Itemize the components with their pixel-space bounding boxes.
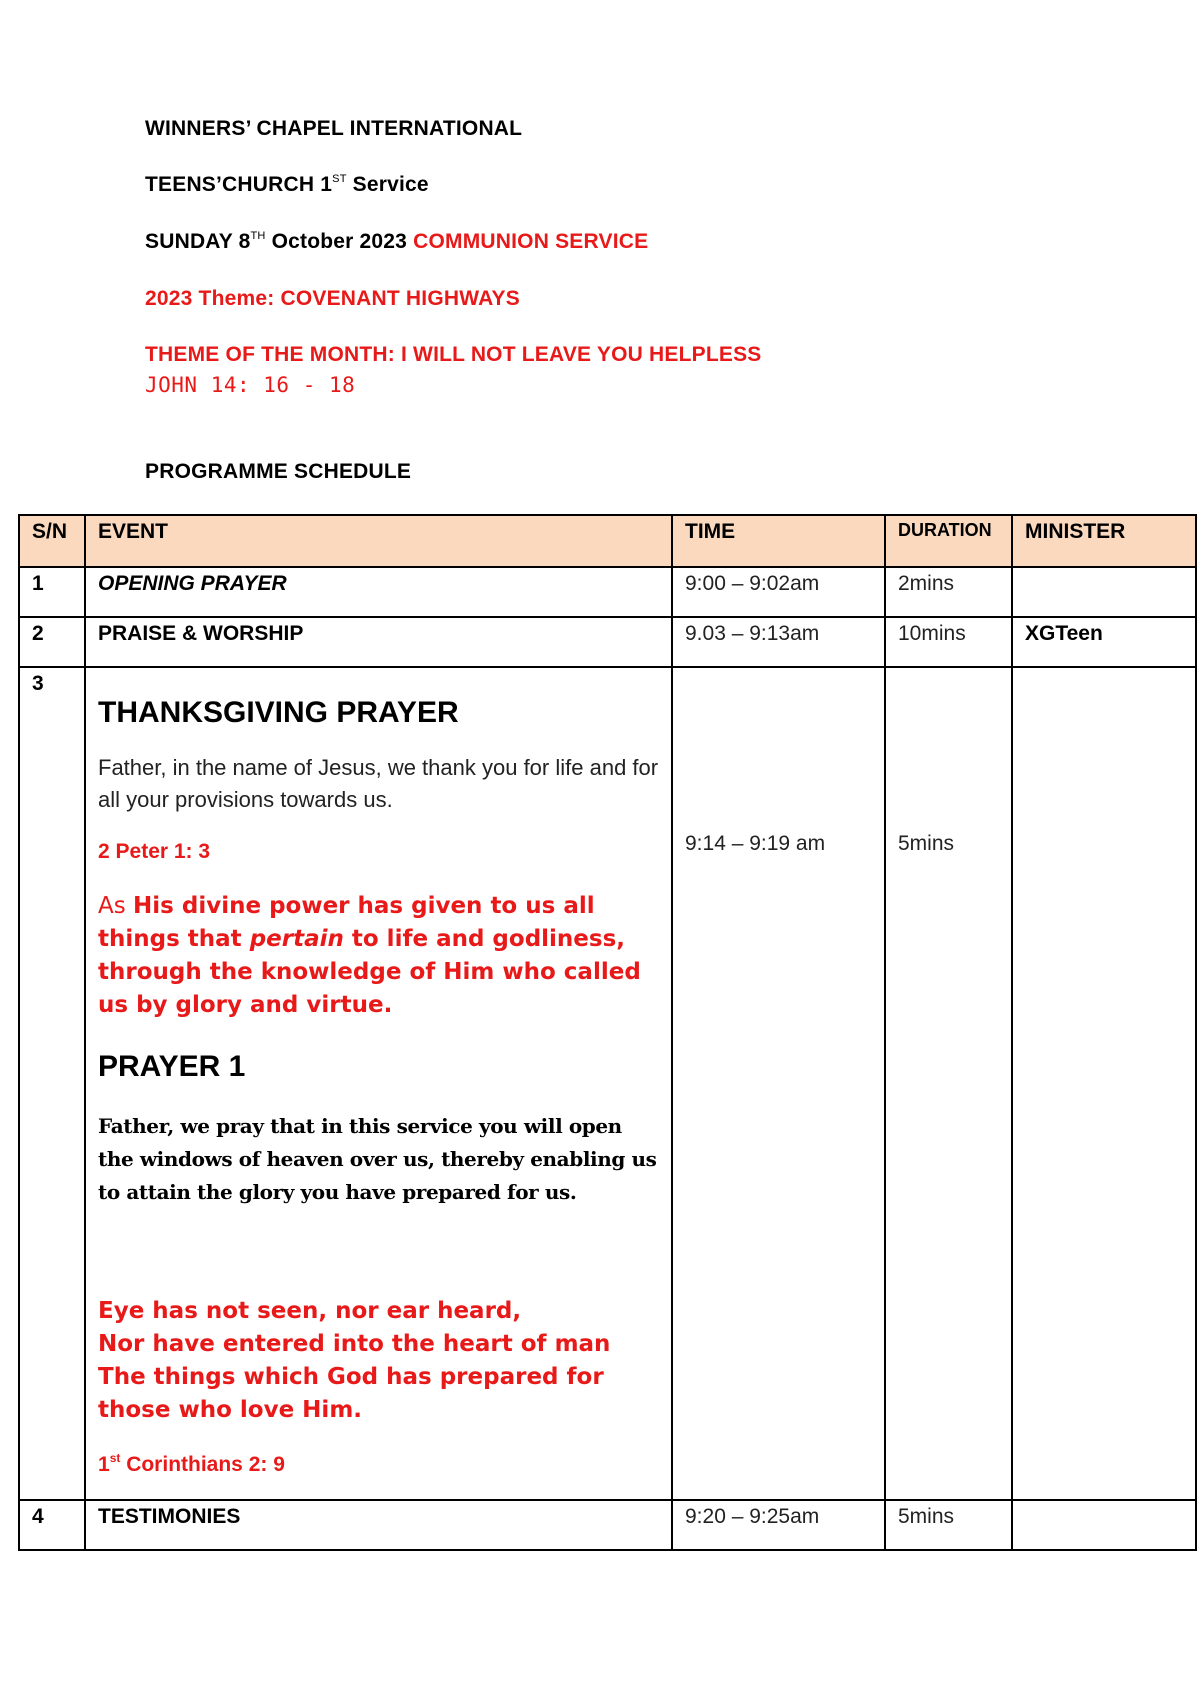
programme-schedule-table bbox=[18, 514, 1197, 1551]
table-row bbox=[19, 567, 1196, 617]
date-prefix: SUNDAY 8 bbox=[145, 230, 251, 253]
verse-as: As bbox=[98, 893, 134, 919]
service-line bbox=[145, 171, 429, 199]
table-row bbox=[19, 617, 1196, 667]
date-line bbox=[145, 228, 648, 256]
date-sup: TH bbox=[250, 230, 266, 242]
service-type: COMMUNION SERVICE bbox=[413, 230, 649, 253]
col-header-duration: DURATION bbox=[885, 515, 1012, 567]
col-header-event: EVENT bbox=[85, 515, 672, 567]
verse-line3: The things which God has prepared for those who love Him. bbox=[98, 1364, 604, 1423]
table-header-row bbox=[19, 515, 1196, 567]
ref-sup: st bbox=[109, 1451, 121, 1465]
prayer1-reference bbox=[98, 1453, 659, 1477]
col-header-time: TIME bbox=[672, 515, 885, 567]
cell-event: OPENING PRAYER bbox=[85, 567, 672, 617]
table-row bbox=[19, 667, 1196, 1500]
date-suffix: October 2023 bbox=[265, 230, 414, 253]
cell-sn: 4 bbox=[19, 1500, 85, 1550]
cell-event: TESTIMONIES bbox=[85, 1500, 672, 1550]
prayer1-text: Father, we pray that in this service you will open the windows of heaven over us, thereby enabling us to attain the glory you have prepared for us. bbox=[98, 1114, 657, 1204]
cell-time: 9:00 – 9:02am bbox=[672, 567, 885, 617]
ref-num: 1 bbox=[98, 1453, 110, 1476]
verse-part1: His divine power has given to us all things that bbox=[98, 893, 595, 952]
cell-minister bbox=[1012, 567, 1196, 617]
cell-duration: 2mins bbox=[885, 567, 1012, 617]
cell-event: PRAISE & WORSHIP bbox=[85, 617, 672, 667]
thanksgiving-verse bbox=[98, 890, 659, 1022]
service-prefix: TEENS’CHURCH 1 bbox=[145, 173, 333, 196]
cell-duration: 10mins bbox=[885, 617, 1012, 667]
cell-event-prayers bbox=[85, 667, 672, 1500]
verse-line2: Nor have entered into the heart of man bbox=[98, 1331, 611, 1357]
cell-minister bbox=[1012, 667, 1196, 1500]
thanksgiving-reference: 2 Peter 1: 3 bbox=[98, 840, 211, 863]
table-row bbox=[19, 1500, 1196, 1550]
cell-duration: 5mins bbox=[885, 667, 1012, 1500]
prayer1-heading: PRAYER 1 bbox=[98, 1050, 246, 1083]
cell-time: 9.03 – 9:13am bbox=[672, 617, 885, 667]
verse-part2: to life and godliness, through the knowledge of Him who called us by glory and virtue. bbox=[98, 926, 641, 1018]
cell-minister bbox=[1012, 1500, 1196, 1550]
service-suffix: Service bbox=[346, 173, 429, 196]
cell-duration: 5mins bbox=[885, 1500, 1012, 1550]
verse-line1: Eye has not seen, nor ear heard, bbox=[98, 1298, 522, 1324]
col-header-sn: S/N bbox=[19, 515, 85, 567]
cell-sn: 3 bbox=[19, 667, 85, 1500]
verse-italic: pertain bbox=[249, 926, 344, 952]
cell-sn: 2 bbox=[19, 617, 85, 667]
cell-minister: XGTeen bbox=[1012, 617, 1196, 667]
thanksgiving-heading: THANKSGIVING PRAYER bbox=[98, 696, 459, 729]
schedule-title: PROGRAMME SCHEDULE bbox=[145, 460, 412, 483]
year-theme: 2023 Theme: COVENANT HIGHWAYS bbox=[145, 287, 520, 310]
service-sup: ST bbox=[332, 173, 347, 185]
church-name: WINNERS’ CHAPEL INTERNATIONAL bbox=[145, 117, 523, 140]
month-scripture: JOHN 14: 16 - 18 bbox=[145, 373, 356, 397]
month-theme: THEME OF THE MONTH: I WILL NOT LEAVE YOU HELPLESS bbox=[145, 343, 762, 366]
cell-time: 9:14 – 9:19 am bbox=[672, 667, 885, 1500]
thanksgiving-text: Father, in the name of Jesus, we thank you for life and for all your provisions towards us. bbox=[98, 755, 659, 812]
cell-time: 9:20 – 9:25am bbox=[672, 1500, 885, 1550]
ref-rest: Corinthians 2: 9 bbox=[120, 1453, 285, 1476]
col-header-minister: MINISTER bbox=[1012, 515, 1196, 567]
prayer1-verse bbox=[98, 1295, 659, 1427]
cell-sn: 1 bbox=[19, 567, 85, 617]
